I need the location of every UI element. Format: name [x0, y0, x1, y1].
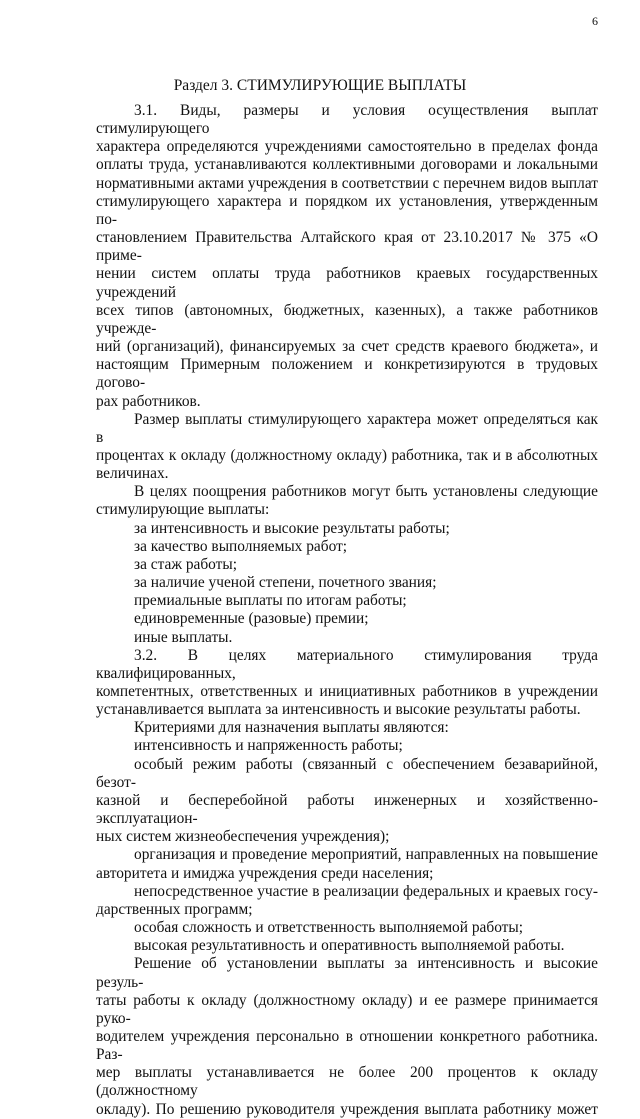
- text-line: стимулирующие выплаты:: [96, 501, 270, 519]
- text-line: таты работы к окладу (должностному окладу) и ее размере принимается руко-: [96, 991, 598, 1027]
- list-item: высокая результативность и оперативность выполняемой работы.: [134, 937, 565, 955]
- text-line: казной и бесперебойной работы инженерных и хозяйственно-эксплуатацион-: [96, 791, 598, 828]
- page-number: 6: [592, 14, 598, 28]
- section-title: Раздел 3. СТИМУЛИРУЮЩИЕ ВЫПЛАТЫ: [173, 77, 467, 94]
- text-line: ных систем жизнеобеспечения учреждения);: [96, 828, 390, 846]
- text-line: характера определяются учреждениями самостоятельно в пределах фонда: [96, 138, 598, 156]
- list-item: особый режим работы (связанный с обеспечением безаварийной, безот-: [96, 755, 598, 791]
- text-line: оплаты труда, устанавливаются коллективными договорами и локальными: [96, 156, 598, 174]
- list-item: за интенсивность и высокие результаты работы;: [134, 519, 450, 537]
- text-line: становлением Правительства Алтайского края от 23.10.2017 № 375 «О приме-: [96, 229, 598, 265]
- text-line: ний (организаций), финансируемых за счет средств краевого бюджета», и: [96, 338, 598, 356]
- list-item: интенсивность и напряженность работы;: [134, 737, 403, 755]
- document-body: [96, 102, 598, 1119]
- text-line: окладу). По решению руководителя учреждения выплата работнику может: [96, 1100, 598, 1118]
- list-item: организация и проведение мероприятий, направленных на повышение: [134, 846, 598, 864]
- text-line: 3.1. Виды, размеры и условия осуществления выплат стимулирующего: [96, 102, 598, 138]
- text-line: Размер выплаты стимулирующего характера может определяться как в: [96, 410, 598, 446]
- text-line: водителем учреждения персонально в отношении конкретного работника. Раз-: [96, 1027, 598, 1064]
- list-item: за стаж работы;: [134, 555, 238, 573]
- text-line: всех типов (автономных, бюджетных, казенных), а также работников учрежде-: [96, 301, 598, 337]
- text-line: компетентных, ответственных и инициативных работников в учреждении: [96, 683, 598, 700]
- text-line: стимулирующего характера и порядком их установления, утвержденным по-: [96, 192, 598, 228]
- text-line: процентах к окладу (должностному окладу) работника, так и в абсолютных: [96, 446, 598, 464]
- list-item: особая сложность и ответственность выполняемой работы;: [134, 919, 524, 937]
- text-line: нормативными актами учреждения в соответствии с перечнем видов выплат: [96, 174, 598, 192]
- text-line: 3.2. В целях материального стимулирования труда квалифицированных,: [96, 646, 598, 682]
- text-line: дарственных программ;: [96, 900, 253, 918]
- text-line: нении систем оплаты труда работников краевых государственных учреждений: [96, 265, 598, 301]
- list-item: единовременные (разовые) премии;: [134, 610, 369, 628]
- text-line: Критериями для назначения выплаты являются:: [134, 719, 449, 737]
- list-item: премиальные выплаты по итогам работы;: [134, 592, 407, 610]
- text-line: устанавливается выплата за интенсивность и высокие результаты работы.: [96, 701, 581, 719]
- text-line: величинах.: [96, 465, 169, 483]
- list-item: иные выплаты.: [134, 628, 233, 646]
- text-line: мер выплаты устанавливается не более 200 процентов к окладу (должностному: [96, 1064, 598, 1100]
- list-item: непосредственное участие в реализации федеральных и краевых госу-: [134, 882, 598, 900]
- text-line: рах работников.: [96, 392, 201, 410]
- list-item: за наличие ученой степени, почетного звания;: [134, 574, 437, 592]
- text-line: авторитета и имиджа учреждения среди населения;: [96, 864, 434, 882]
- text-line: В целях поощрения работников могут быть установлены следующие: [134, 483, 598, 501]
- list-item: за качество выполняемых работ;: [134, 537, 348, 555]
- text-line: Решение об установлении выплаты за интенсивность и высокие резуль-: [96, 955, 598, 991]
- text-line: настоящим Примерным положением и конкретизируются в трудовых догово-: [96, 356, 598, 392]
